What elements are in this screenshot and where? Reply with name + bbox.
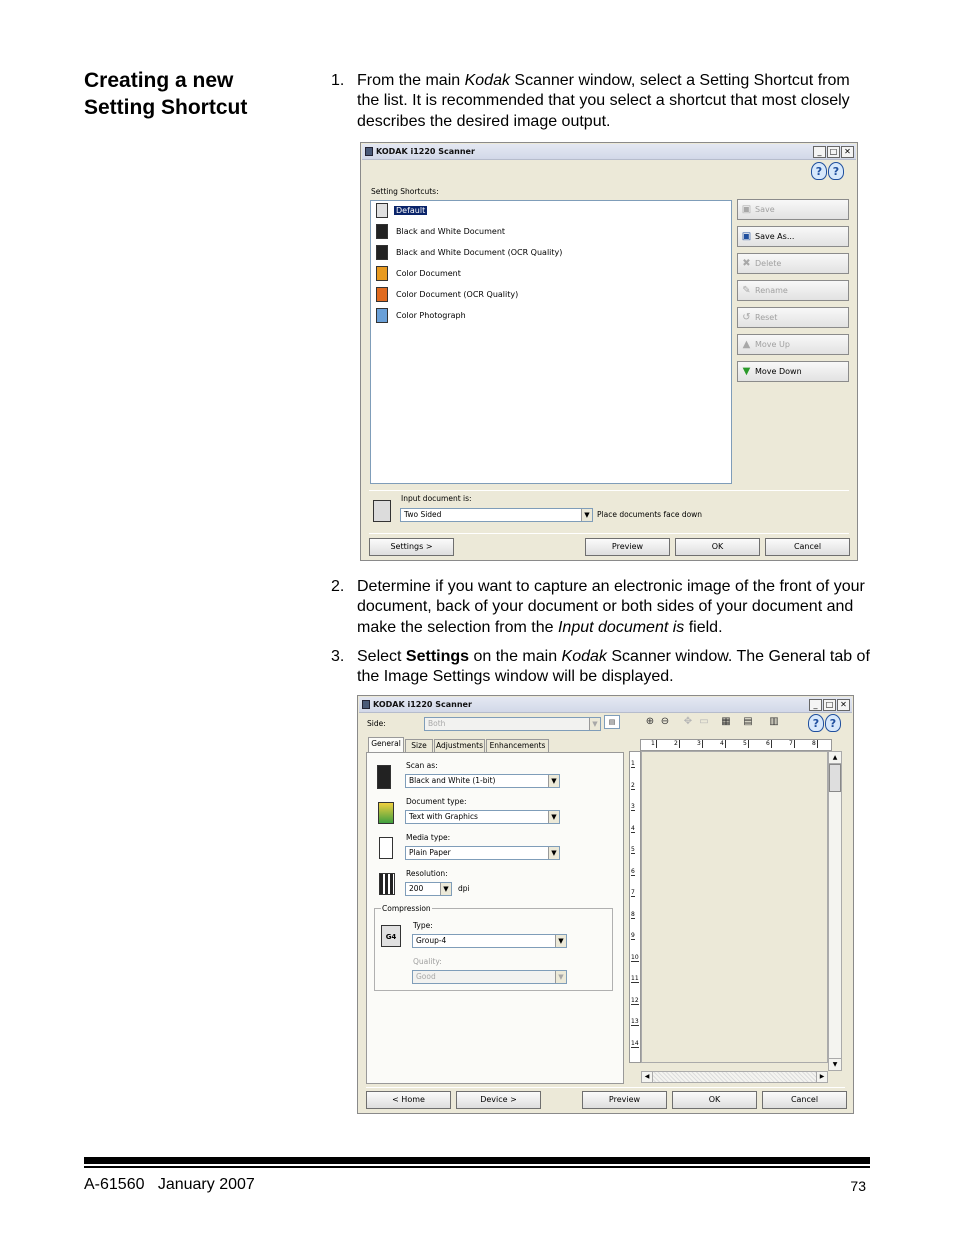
scan-as-icon	[377, 765, 391, 789]
chevron-down-icon[interactable]: ▼	[589, 718, 600, 730]
color-document-icon	[376, 266, 388, 281]
reset-icon: ↺	[742, 312, 751, 323]
compression-type-label: Type:	[413, 921, 433, 930]
ruler-tick-label: 7	[631, 889, 635, 896]
ruler-tick-label: 2	[674, 740, 678, 747]
side-select[interactable]: Both ▼	[424, 717, 601, 731]
compression-icon: G4	[381, 925, 401, 947]
heading-line-2: Setting Shortcut	[84, 96, 248, 119]
delete-button[interactable]	[737, 253, 849, 274]
compression-group	[374, 904, 613, 991]
side-label: Side:	[367, 719, 386, 728]
ruler-tick-label: 4	[720, 740, 724, 747]
ruler-tick-label: 13	[631, 1018, 639, 1025]
context-help-icon[interactable]: ?	[825, 714, 841, 732]
button-label: Reset	[755, 313, 778, 322]
chevron-down-icon: ▼	[555, 971, 566, 983]
delete-icon: ✖	[742, 258, 751, 269]
ok-button[interactable]: OK	[672, 1091, 757, 1109]
app-icon	[365, 147, 373, 156]
ruler-tick-label: 1	[631, 760, 635, 767]
document-type-icon	[378, 802, 394, 824]
scanner-main-window	[360, 142, 858, 561]
ruler-tick-label: 10	[631, 953, 639, 961]
quality-select: Good ▼	[412, 970, 567, 984]
step-text: Determine if you want to capture an electronic image of the front of your document, back of your document or both sides of your document and make the selection from the Input document is field.	[357, 578, 865, 636]
ruler-tick-label: 11	[631, 975, 639, 982]
step-1	[331, 71, 876, 132]
ruler-tick-label: 2	[631, 781, 635, 789]
ruler-tick-label: 5	[743, 740, 747, 747]
ruler-tick-label: 3	[631, 803, 635, 810]
document-type-select[interactable]: Text with Graphics ▼	[405, 810, 560, 824]
zoom-out-icon[interactable]: ⊖	[660, 716, 670, 727]
step-text: Select Settings on the main Kodak Scanner window. The General tab of the Image Settings window will be displayed.	[357, 648, 870, 686]
scroll-down-icon[interactable]: ▼	[829, 1058, 841, 1070]
horizontal-ruler	[640, 739, 832, 751]
footer-rule	[84, 1157, 870, 1164]
color-ocr-document-icon	[376, 287, 388, 302]
document-type-label: Document type:	[406, 797, 467, 806]
heading-line-1: Creating a new	[84, 69, 234, 92]
move-down-icon: ▼	[742, 366, 751, 377]
tab-adjustments[interactable]: Adjustments	[434, 739, 485, 752]
display-options-icon[interactable]: ▦	[721, 716, 731, 727]
outline-options-icon[interactable]: ▥	[769, 716, 779, 727]
chevron-down-icon[interactable]: ▼	[548, 811, 559, 823]
ruler-tick-label: 4	[631, 824, 635, 832]
scan-as-select[interactable]: Black and White (1-bit) ▼	[405, 774, 560, 788]
preview-area[interactable]	[641, 751, 828, 1063]
general-tab-panel	[366, 752, 624, 1084]
shortcut-label: Black and White Document (OCR Quality)	[396, 248, 563, 257]
ruler-tick-label: 8	[812, 740, 816, 747]
preview-button[interactable]: Preview	[585, 538, 670, 556]
help-icon[interactable]: ?	[808, 714, 824, 732]
ruler-tick-label: 6	[631, 867, 635, 875]
save-as-icon: ▣	[741, 231, 752, 242]
media-type-select[interactable]: Plain Paper ▼	[405, 846, 560, 860]
divider	[369, 533, 849, 534]
ruler-tick-label: 3	[697, 740, 701, 747]
resolution-icon	[379, 873, 395, 895]
chevron-down-icon[interactable]: ▼	[581, 509, 592, 521]
shortcut-label: Default	[396, 206, 426, 215]
shortcut-label: Color Document	[396, 269, 461, 278]
help-icon[interactable]: ?	[811, 162, 827, 180]
ruler-tick-label: 12	[631, 996, 639, 1004]
settings-button[interactable]: Settings >	[369, 538, 454, 556]
footer-rule	[84, 1166, 870, 1168]
shortcut-label: Color Photograph	[396, 311, 466, 320]
divider	[369, 490, 849, 491]
image-settings-window	[357, 695, 854, 1114]
button-label: Save As...	[755, 232, 795, 241]
document-id: A-61560 January 2007	[84, 1176, 255, 1193]
preview-button[interactable]: Preview	[582, 1091, 667, 1109]
scroll-right-icon[interactable]: ▶	[816, 1072, 827, 1082]
vertical-scrollbar[interactable]	[828, 751, 842, 1071]
section-heading	[84, 67, 304, 121]
rename-icon: ✎	[742, 285, 751, 296]
tab-size[interactable]: Size	[405, 739, 433, 752]
window-title: KODAK i1220 Scanner	[373, 700, 472, 709]
input-document-icon	[373, 500, 391, 522]
ok-button[interactable]: OK	[675, 538, 760, 556]
page-number: 73	[850, 1178, 866, 1194]
scroll-up-icon[interactable]: ▲	[829, 752, 841, 764]
scanner-icon	[376, 203, 388, 218]
minimize-button[interactable]: _	[809, 699, 822, 711]
shortcut-label: Color Document (OCR Quality)	[396, 290, 519, 299]
preview-options-icon[interactable]: ▤	[743, 716, 753, 727]
step-text: From the main Kodak Scanner window, select a Setting Shortcut from the list. It is recommended that you select a shortcut that most closely describes the desired image output.	[357, 72, 850, 130]
ruler-tick-label: 1	[651, 740, 655, 747]
setting-shortcuts-label: Setting Shortcuts:	[371, 187, 439, 196]
save-as-button[interactable]	[737, 226, 849, 247]
chevron-down-icon[interactable]: ▼	[548, 775, 559, 787]
quality-label: Quality:	[413, 957, 442, 966]
input-document-select[interactable]: Two Sided ▼	[400, 508, 593, 522]
title-bar	[359, 697, 852, 713]
compression-type-select[interactable]: Group-4 ▼	[412, 934, 567, 948]
input-document-label: Input document is:	[401, 494, 472, 503]
step-number: 3.	[331, 648, 345, 665]
ruler-tick-label: 9	[631, 932, 635, 939]
button-label: Move Down	[755, 367, 802, 376]
divider	[366, 1087, 845, 1088]
move-up-icon: ▲	[742, 339, 751, 350]
vertical-ruler	[629, 751, 641, 1063]
fit-page-icon: ▭	[699, 716, 709, 727]
tab-enhancements[interactable]: Enhancements	[486, 739, 549, 752]
step-3	[331, 647, 876, 688]
step-number: 1.	[331, 72, 345, 89]
save-button[interactable]	[737, 199, 849, 220]
context-help-icon[interactable]: ?	[828, 162, 844, 180]
input-document-hint: Place documents face down	[597, 510, 703, 519]
reset-button[interactable]	[737, 307, 849, 328]
device-button[interactable]: Device >	[456, 1091, 541, 1109]
maximize-button[interactable]: □	[823, 699, 836, 711]
bw-ocr-document-icon	[376, 245, 388, 260]
button-label: Move Up	[755, 340, 790, 349]
color-photo-icon	[376, 308, 388, 323]
cancel-button[interactable]: Cancel	[762, 1091, 847, 1109]
step-2	[331, 577, 876, 638]
window-title: KODAK i1220 Scanner	[376, 147, 475, 156]
home-button[interactable]: < Home	[366, 1091, 451, 1109]
ruler-tick-label: 5	[631, 846, 635, 853]
scroll-thumb[interactable]	[829, 764, 841, 792]
cancel-button[interactable]: Cancel	[765, 538, 850, 556]
pan-icon: ✥	[683, 716, 693, 727]
tab-general[interactable]: General	[368, 737, 404, 752]
button-label: Delete	[755, 259, 782, 268]
maximize-button[interactable]: □	[827, 146, 840, 158]
minimize-button[interactable]: _	[813, 146, 826, 158]
button-label: Save	[755, 205, 775, 214]
close-button[interactable]: ✕	[841, 146, 854, 158]
media-type-icon	[379, 837, 393, 859]
resolution-unit: dpi	[458, 884, 470, 893]
rename-button[interactable]	[737, 280, 849, 301]
resolution-label: Resolution:	[406, 869, 448, 878]
chevron-down-icon[interactable]: ▼	[555, 935, 566, 947]
scroll-left-icon[interactable]: ◀	[642, 1072, 653, 1082]
chevron-down-icon[interactable]: ▼	[548, 847, 559, 859]
scan-as-label: Scan as:	[406, 761, 438, 770]
side-settings-icon[interactable]: ▤	[604, 715, 620, 729]
zoom-in-icon[interactable]: ⊕	[645, 716, 655, 727]
ruler-tick-label: 7	[789, 740, 793, 747]
horizontal-scrollbar[interactable]	[641, 1071, 828, 1083]
move-up-button[interactable]	[737, 334, 849, 355]
close-button[interactable]: ✕	[837, 699, 850, 711]
button-label: Rename	[755, 286, 788, 295]
title-bar	[362, 144, 856, 160]
ruler-tick-label: 6	[766, 740, 770, 747]
save-icon: ▣	[741, 204, 752, 215]
compression-label: Compression	[382, 904, 431, 913]
step-number: 2.	[331, 578, 345, 595]
resolution-select[interactable]: 200 ▼	[405, 882, 452, 896]
ruler-tick-label: 14	[631, 1039, 639, 1047]
media-type-label: Media type:	[406, 833, 451, 842]
ruler-tick-label: 8	[631, 910, 635, 918]
bw-document-icon	[376, 224, 388, 239]
chevron-down-icon[interactable]: ▼	[440, 883, 451, 895]
app-icon	[362, 700, 370, 709]
move-down-button[interactable]	[737, 361, 849, 382]
setting-shortcuts-list[interactable]	[370, 200, 732, 484]
shortcut-label: Black and White Document	[396, 227, 506, 236]
